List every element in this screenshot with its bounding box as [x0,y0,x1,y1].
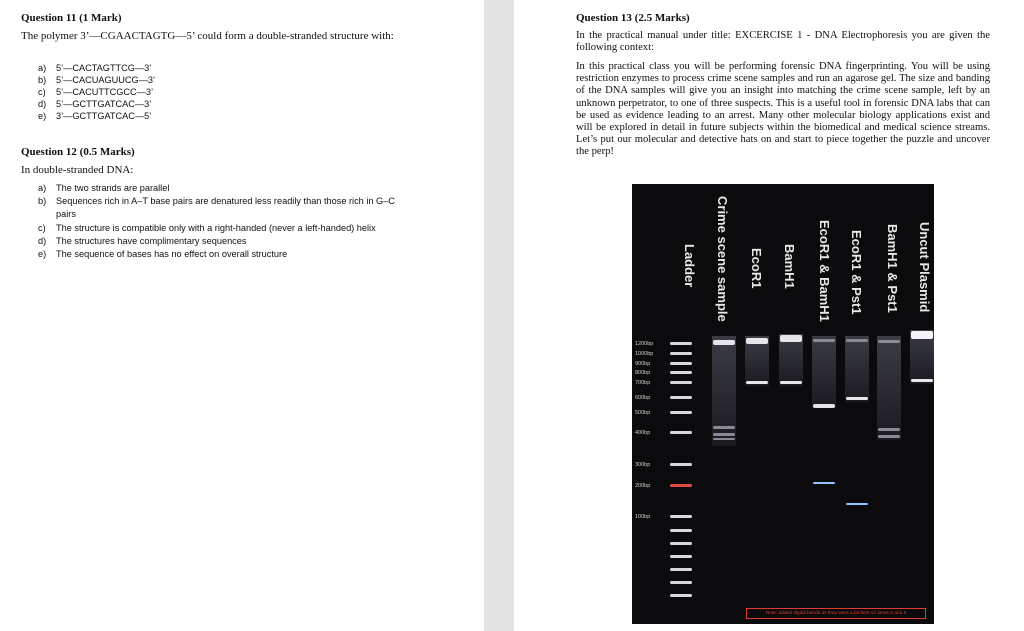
gel-band [746,381,768,384]
ladder-band [670,371,692,374]
q11-option-a: a) 5’—CACTAGTTCG—3’ [38,63,152,73]
gel-band [713,426,735,429]
q11-prompt: The polymer 3’—CGAACTAGTG—5’ could form a double-stranded structure with: [21,30,394,42]
q11-option-e: e) 3’—GCTTGATCAC—5’ [38,111,152,121]
gel-band-digital [813,482,835,484]
gel-band [780,381,802,384]
q12-prompt: In double-stranded DNA: [21,164,134,176]
q11-option-c: c) 5’—CACUTTCGCC—3’ [38,87,153,97]
ladder-band [670,362,692,365]
bp-label-300: 300bp [635,462,651,468]
q12-option-b-cont: pairs [56,209,76,219]
gel-band [746,338,768,344]
gel-band [911,331,933,339]
lane-label-bamh1-pst1: BamH1 & Pst1 [885,224,900,313]
ladder-band [670,542,692,545]
bp-label-400: 400bp [635,430,651,436]
bp-label-800: 800bp [635,370,651,376]
ladder-band [670,381,692,384]
gel-band [713,433,735,436]
q11-option-b: b) 5’—CACUAGUUCG—3’ [38,75,156,85]
gel-band [846,339,868,342]
lane-label-ecor1-pst1: EcoR1 & Pst1 [849,230,864,315]
bp-label-100: 100bp [635,514,651,520]
q12-option-e: e) The sequence of bases has no effect on overall structure [38,249,288,259]
lane-label-ecor1-bamh1: EcoR1 & BamH1 [817,220,832,322]
ladder-band-highlighted [670,484,692,487]
lane-smear [812,336,836,408]
ladder-band [670,411,692,414]
gel-band [713,340,735,345]
ladder-band [670,515,692,518]
bp-label-1000: 1000bp [635,351,654,357]
q11-option-d: d) 5’—GCTTGATCAC—3’ [38,99,152,109]
gel-band [813,339,835,342]
gel-band [813,404,835,408]
lane-label-uncut-plasmid: Uncut Plasmid [917,222,932,313]
gel-band [878,435,900,438]
bp-label-600: 600bp [635,395,651,401]
bp-label-900: 900bp [635,361,651,367]
gel-band [780,335,802,342]
left-page [0,0,484,631]
bp-label-200: 200bp [635,483,651,489]
q13-context: In this practical class you will be performing forensic DNA fingerprinting. You will be using restriction enzymes to process crime scene samples and run an agarose gel. The size and banding of the DNA samples will give you an insight into matching the crime scene sample, left by an unknown perpetrator, to one of three suspects. This is a useful tool in forensic DNA labs that can be used as evidence leading to an arrest. Many other molecular biology applications exist and will be explored in detail in future subjects within the biomedical and medical science streams. Let’s put our molecular and detective hats on and start to piece together the puzzle and uncover the perp! [576,61,990,158]
ladder-band [670,594,692,597]
ladder-band [670,529,692,532]
ladder-band [670,568,692,571]
ladder-band [670,352,692,355]
lane-smear [845,336,869,402]
ladder-band [670,555,692,558]
bp-label-500: 500bp [635,410,651,416]
q11-title: Question 11 (1 Mark) [21,12,122,24]
ladder-band [670,581,692,584]
lane-label-crime-scene: Crime scene sample [715,196,730,322]
lane-smear [712,336,736,446]
gel-band [713,438,735,440]
gel-image [632,184,934,624]
q12-title: Question 12 (0.5 Marks) [21,146,135,158]
page-gap [484,0,514,631]
q13-title: Question 13 (2.5 Marks) [576,12,690,24]
lane-label-bamh1: BamH1 [782,244,797,289]
lane-smear [877,336,901,440]
q12-option-c: c) The structure is compatible only with a right-handed (never a left-handed) helix [38,223,376,233]
bp-label-700: 700bp [635,380,651,386]
gel-band [878,340,900,343]
gel-band [911,379,933,382]
gel-band-digital [846,503,868,505]
q13-intro: In the practical manual under title: EXCERCISE 1 - DNA Electrophoresis you are given the following context: [576,30,990,54]
gel-band [846,397,868,400]
lane-label-ladder: Ladder [682,244,697,288]
q12-option-d: d) The structures have complimentary sequences [38,236,247,246]
right-page [514,0,1024,631]
q12-option-b: b) Sequences rich in A–T base pairs are denatured less readily than those rich in G–C [38,196,395,206]
bp-label-1200: 1200bp [635,341,654,347]
ladder-band [670,463,692,466]
ladder-band [670,431,692,434]
q12-option-a: a) The two strands are parallel [38,183,170,193]
ladder-band [670,342,692,345]
lane-label-ecor1: EcoR1 [749,248,764,289]
gel-band [878,428,900,431]
gel-note: Note: added digital bands as they were a bit faint on lanes 5 and 6 [746,608,926,619]
ladder-band [670,396,692,399]
